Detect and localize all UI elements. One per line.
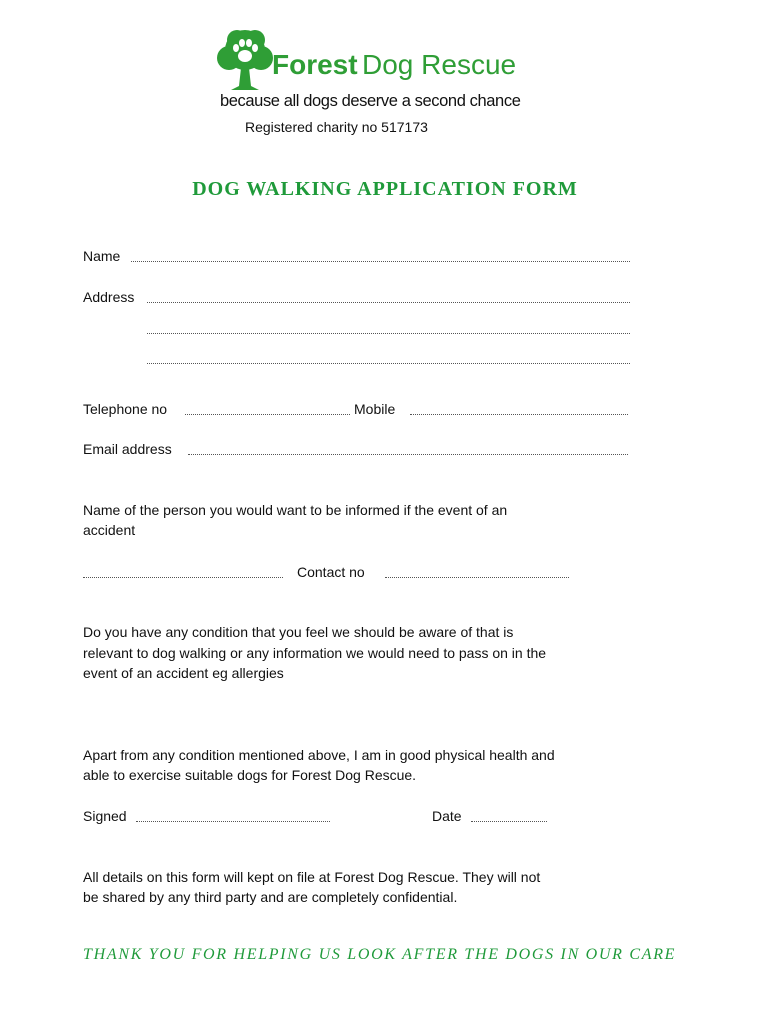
form-title: DOG WALKING APPLICATION FORM	[192, 178, 578, 200]
email-label: Email address	[83, 441, 172, 457]
date-field[interactable]	[471, 821, 547, 822]
name-field[interactable]	[131, 261, 630, 262]
mobile-label: Mobile	[354, 401, 396, 417]
emergency-contact-name-field[interactable]	[83, 577, 283, 578]
address-field-line-2[interactable]	[147, 333, 630, 334]
address-field-line-3[interactable]	[147, 363, 630, 364]
emergency-contact-prompt-line-1: Name of the person you would want to be informed if the event of an	[83, 502, 508, 518]
privacy-notice-line-2: be shared by any third party and are completely confidential.	[83, 889, 458, 905]
charity-number: Registered charity no 517173	[245, 119, 428, 135]
telephone-field[interactable]	[185, 414, 350, 415]
mobile-field[interactable]	[410, 414, 628, 415]
signed-label: Signed	[83, 808, 127, 824]
date-label: Date	[432, 808, 462, 824]
contact-no-field[interactable]	[385, 577, 569, 578]
condition-question-line-2: relevant to dog walking or any information we would need to pass on in the	[83, 645, 547, 661]
tree-paw-icon	[215, 28, 275, 92]
email-field[interactable]	[188, 454, 628, 455]
brand-tagline: because all dogs deserve a second chance	[220, 92, 521, 110]
brand-name-bold: Forest	[272, 49, 358, 80]
logo	[215, 28, 275, 92]
address-label: Address	[83, 289, 135, 305]
health-declaration-line-1: Apart from any condition mentioned above, I am in good physical health and	[83, 747, 555, 763]
emergency-contact-prompt-line-2: accident	[83, 522, 136, 538]
contact-no-label: Contact no	[297, 564, 365, 580]
brand-name-regular: Dog Rescue	[362, 49, 517, 80]
telephone-label: Telephone no	[83, 401, 168, 417]
name-label: Name	[83, 248, 121, 264]
signature-field[interactable]	[136, 821, 330, 822]
condition-question-line-3: event of an accident eg allergies	[83, 665, 284, 681]
privacy-notice-line-1: All details on this form will kept on file at Forest Dog Rescue. They will not	[83, 869, 541, 885]
health-declaration-line-2: able to exercise suitable dogs for Forest Dog Rescue.	[83, 767, 417, 783]
condition-question-line-1: Do you have any condition that you feel we should be aware of that is	[83, 624, 514, 640]
thank-you-footer: THANK YOU FOR HELPING US LOOK AFTER THE DOGS IN OUR CARE	[83, 946, 677, 963]
address-field-line-1[interactable]	[147, 302, 630, 303]
